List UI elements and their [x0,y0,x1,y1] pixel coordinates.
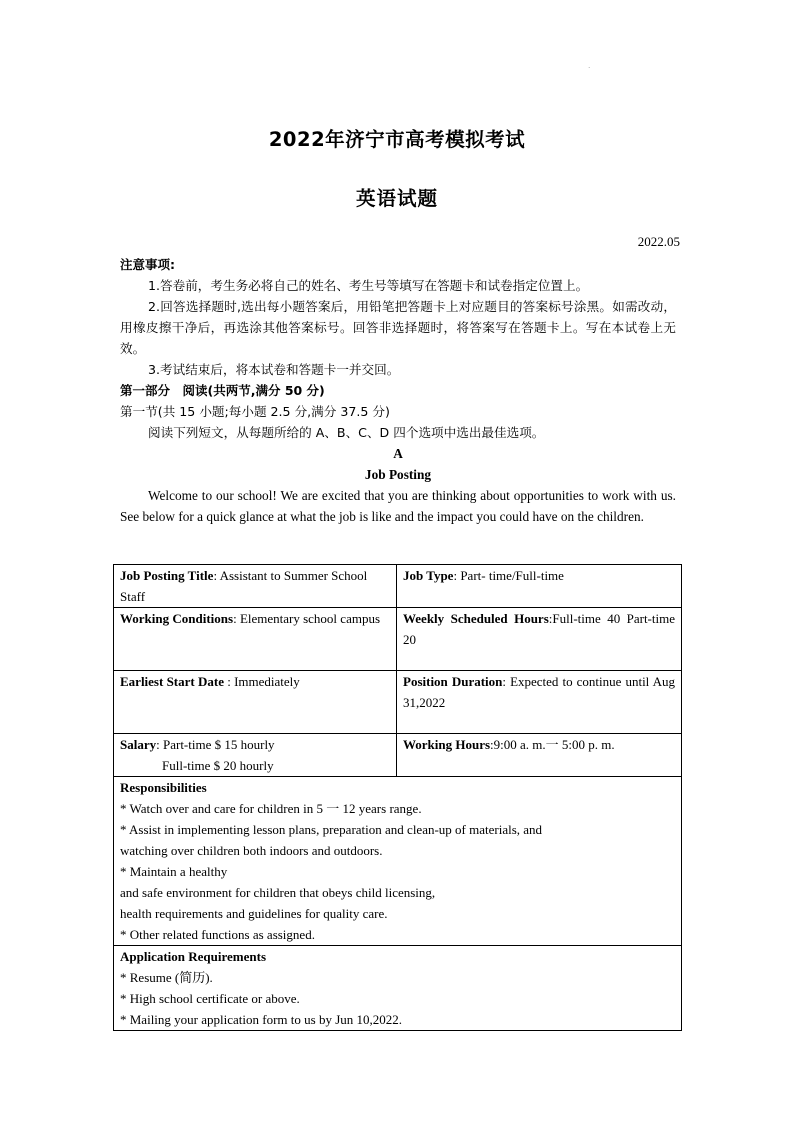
working-hours-label: Working Hours [403,737,491,752]
responsibilities-cell [114,777,682,946]
decorative-dot: · [588,64,591,72]
notes-heading: 注意事项: [120,257,175,272]
conditions-value: : Elementary school campus [233,611,381,626]
job-posting-table [113,564,682,1031]
requirements-heading: Application Requirements [120,949,267,964]
note-item: 1.答卷前，考生务必将自己的姓名、考生号等填写在答题卡和试卷指定位置上。 [148,278,589,293]
job-title-label: Job Posting Title [120,568,214,583]
start-date-label: Earliest Start Date [120,674,224,689]
requirement-line: * Resume (简历). [120,970,213,985]
part-heading: 第一部分 阅读(共两节,满分 50 分) [120,383,325,398]
duration-value: : Expected to continue until Aug 31,2022 [403,674,676,710]
responsibility-line: * Watch over and care for children in 5 一 12 years range. [120,801,422,816]
responsibilities-heading: Responsibilities [120,780,207,795]
conditions-cell [114,608,397,671]
note-item: 3.考试结束后，将本试卷和答题卡一并交回。 [148,362,400,377]
conditions-label: Working Conditions [120,611,234,626]
job-type-cell [397,565,682,608]
salary-label: Salary [120,737,157,752]
salary-value: : Part-time $ 15 hourly [156,737,275,752]
responsibility-line: * Assist in implementing lesson plans, preparation and clean-up of materials, and [120,822,543,837]
hours-cell [397,608,682,671]
duration-cell [397,671,682,734]
requirement-line: * High school certificate or above. [120,991,300,1006]
exam-subtitle: 英语试题 [355,187,438,210]
exam-title: 2022年济宁市高考模拟考试 [268,128,526,151]
start-date-cell [114,671,397,734]
passage-title: Job Posting [364,467,432,482]
exam-date: 2022.05 [637,234,680,249]
hours-label: Weekly Scheduled Hours [403,611,549,626]
requirement-line: * Mailing your application form to us by Jun 10,2022. [120,1012,403,1027]
job-title-cell [114,565,397,608]
start-date-value: : Immediately [223,674,300,689]
exam-body [120,254,676,527]
responsibility-line: and safe environment for children that obeys child licensing, [120,885,436,900]
passage-intro: Welcome to our school! We are excited that you are thinking about opportunities to work with us. See below for a quick glance at what the job is like and the impact you could have on the children. [120,488,676,524]
duration-label: Position Duration [403,674,503,689]
section-heading: 第一节(共 15 小题;每小题 2.5 分,满分 37.5 分) [120,404,390,419]
job-type-label: Job Type [403,568,454,583]
hours-value: :Full-time 40 Part-time 20 [403,611,675,647]
salary-cell [114,734,397,777]
note-item: 2.回答选择题时,选出每小题答案后，用铅笔把答题卡上对应题目的答案标号涂黑。如需改动，用橡皮擦干净后，再选涂其他答案标号。回答非选择题时，将答案写在答题卡上。写在本试卷上无效。 [120,299,676,356]
working-hours-cell [397,734,682,777]
responsibility-line: * Other related functions as assigned. [120,927,315,942]
working-hours-value: :9:00 a. m.一 5:00 p. m. [490,737,615,752]
responsibility-line: watching over children both indoors and outdoors. [120,843,383,858]
salary-value-fulltime: Full-time $ 20 hourly [162,758,274,773]
instruction: 阅读下列短文，从每题所给的 A、B、C、D 四个选项中选出最佳选项。 [148,425,545,440]
requirements-cell [114,946,682,1031]
responsibility-line: health requirements and guidelines for quality care. [120,906,388,921]
job-title-value: : Assistant to Summer School Staff [120,568,368,604]
passage-letter: A [393,446,403,461]
responsibility-line: * Maintain a healthy [120,864,228,879]
job-type-value: : Part- time/Full-time [453,568,564,583]
